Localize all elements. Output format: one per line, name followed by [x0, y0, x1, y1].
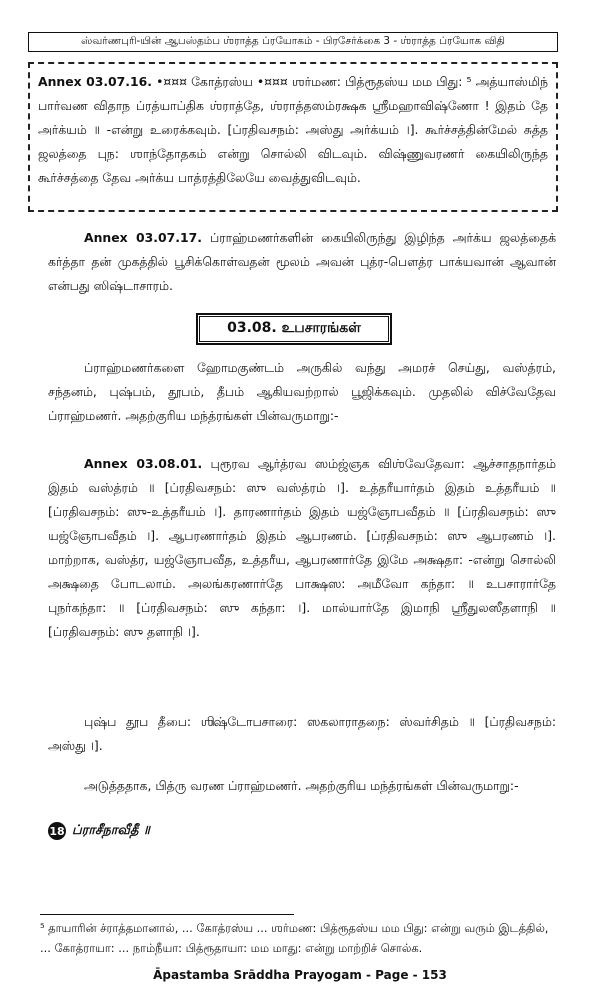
annex-label: Annex 03.07.17.: [84, 230, 202, 245]
step-marker: [48, 817, 150, 845]
paragraph-intro: ப்ராஹ்மணர்களை ஹோமகுண்டம் அருகில் வந்து அமரச் செய்து, வஸ்த்ரம், சந்தனம், புஷ்பம், தூபம், தீபம் ஆகியவற்றால் பூஜிக்கவும். முதலில் விச்வேதேவ ப்ராஹ்மணர். அதற்குரிய மந்த்ரங்கள் பின்வருமாறு:-: [48, 360, 556, 423]
paragraph-annex-03-07-17: [48, 226, 556, 298]
section-heading: [196, 313, 392, 345]
step-number-badge: 18: [48, 822, 66, 840]
paragraph-upachara: புஷ்ப தூப தீபை: ஶிஷ்டோபசாரை: ஸகலாராதநை: ஸ்வர்சிதம் ॥ [ப்ரதிவசநம்: அஸ்து ।].: [48, 714, 556, 753]
annex-label: Annex 03.08.01.: [84, 456, 203, 471]
annex-text: •¤¤¤ கோத்ரஸ்ய •¤¤¤ ஶர்மண: பித்ரூதஸ்ய மம பிது: ⁵ அத்யாஸ்மிந் பார்வண விதாந ப்ரத்யாப்திக ஶ்ராத்தே, ஶ்ராத்தஸம்ரக்ஷக ஸ்ரீமஹாவிஷ்ணோ ! இதம் தே அர்க்யம் ॥ -என்று உரைக்கவும். [ப்ரதிவசநம்: அஸ்து அர்க்யம் ।]. கூர்ச்சத்தின்மேல் சுத்த ஜலத்தை புந: ஶாந்தோதகம் என்று சொல்லி விடவும். விஷ்ணுவரணர் கையிலிருந்த கூர்ச்சத்தை தேவ அர்க்ய பாத்ரத்திலேயே வைத்துவிடவும்.: [38, 74, 548, 185]
paragraph-next: அடுத்ததாக, பித்ரு வரண ப்ராஹ்மணர். அதற்குரிய மந்த்ரங்கள் பின்வருமாறு:-: [84, 778, 519, 793]
annex-note-box: [28, 62, 558, 212]
paragraph-text: புரூரவ ஆர்த்ரவ ஸம்ஜ்ஞக விஶ்வேதேவா: ஆச்சாதநார்தம் இதம் வஸ்த்ரம் ॥ [ப்ரதிவசநம்: ஸு வஸ்த்ரம் ।]. உத்தரீயார்தம் இதம் உத்தரீயம் ॥ [ப்ரதிவசநம்: ஸு-உத்தரீயம் ।]. தாரணார்தம் இதம் யஜ்ஞோபவீதம் ॥ [ப்ரதிவசநம்: ஸு யஜ்ஞோபவீதம் ।]. ஆபரணார்தம் இதம் ஆபரணம். [ப்ரதிவசநம்: ஸு ஆபரணம் ।]. மாற்றாக, வஸ்த்ர, யஜ்ஞோபவீத, உத்தரீய, ஆபரணார்தே இமே அக்ஷதா: -என்று சொல்லி அக்ஷதை போடலாம். அலங்கரணார்தே பாக்ஷஸ: அமீவோ கந்தா: ॥ உபசாரார்தே புநர்கந்தா: ॥ [ப்ரதிவசநம்: ஸு கந்தா: ।]. மால்யார்தே இமாநி ஸ்ரீதுலஸீதளாநி ॥ [ப்ரதிவசநம்: ஸு தளாநி ।].: [48, 456, 556, 639]
annex-label: Annex 03.07.16.: [38, 74, 152, 89]
running-header: ஸ்வர்ணபுரி-யின் ஆபஸ்தம்ப ஶ்ராத்த ப்ரயோகம் - பிரசேர்க்கை 3 - ஶ்ராத்த ப்ரயோக விதி: [28, 32, 558, 52]
paragraph-annex-03-08-01: [48, 452, 556, 644]
footnote-divider: [40, 914, 294, 915]
paragraph-text: ப்ராஹ்மணர்களின் கையிலிருந்து இழிந்த அர்க்ய ஜலத்தைக் கர்த்தா தன் முகத்தில் பூசிக்கொள்வதன் மூலம் அவன் புத்ர-பௌத்ர பாக்யவான் ஆவான் என்பது ஸிஷ்டாசாரம்.: [48, 230, 556, 293]
section-heading-title: 03.08. உபசாரங்கள்: [199, 316, 389, 342]
footnote: ⁵ தாயாரின் ச்ராத்தமானால், ... கோத்ரஸ்ய ... ஶர்மண: பித்ரூதஸ்ய மம பிது: என்று வரும் இடத்தில், ... கோத்ராயா: ... நாம்நீயா: பித்ரூதாயா: மம மாது: என்று மாற்றிச் சொல்க.: [40, 921, 549, 955]
page-footer: Āpastamba Srāddha Prayogam - Page - 153: [153, 968, 447, 982]
step-text: ப்ராசீநாவீதீ ॥: [72, 823, 150, 838]
